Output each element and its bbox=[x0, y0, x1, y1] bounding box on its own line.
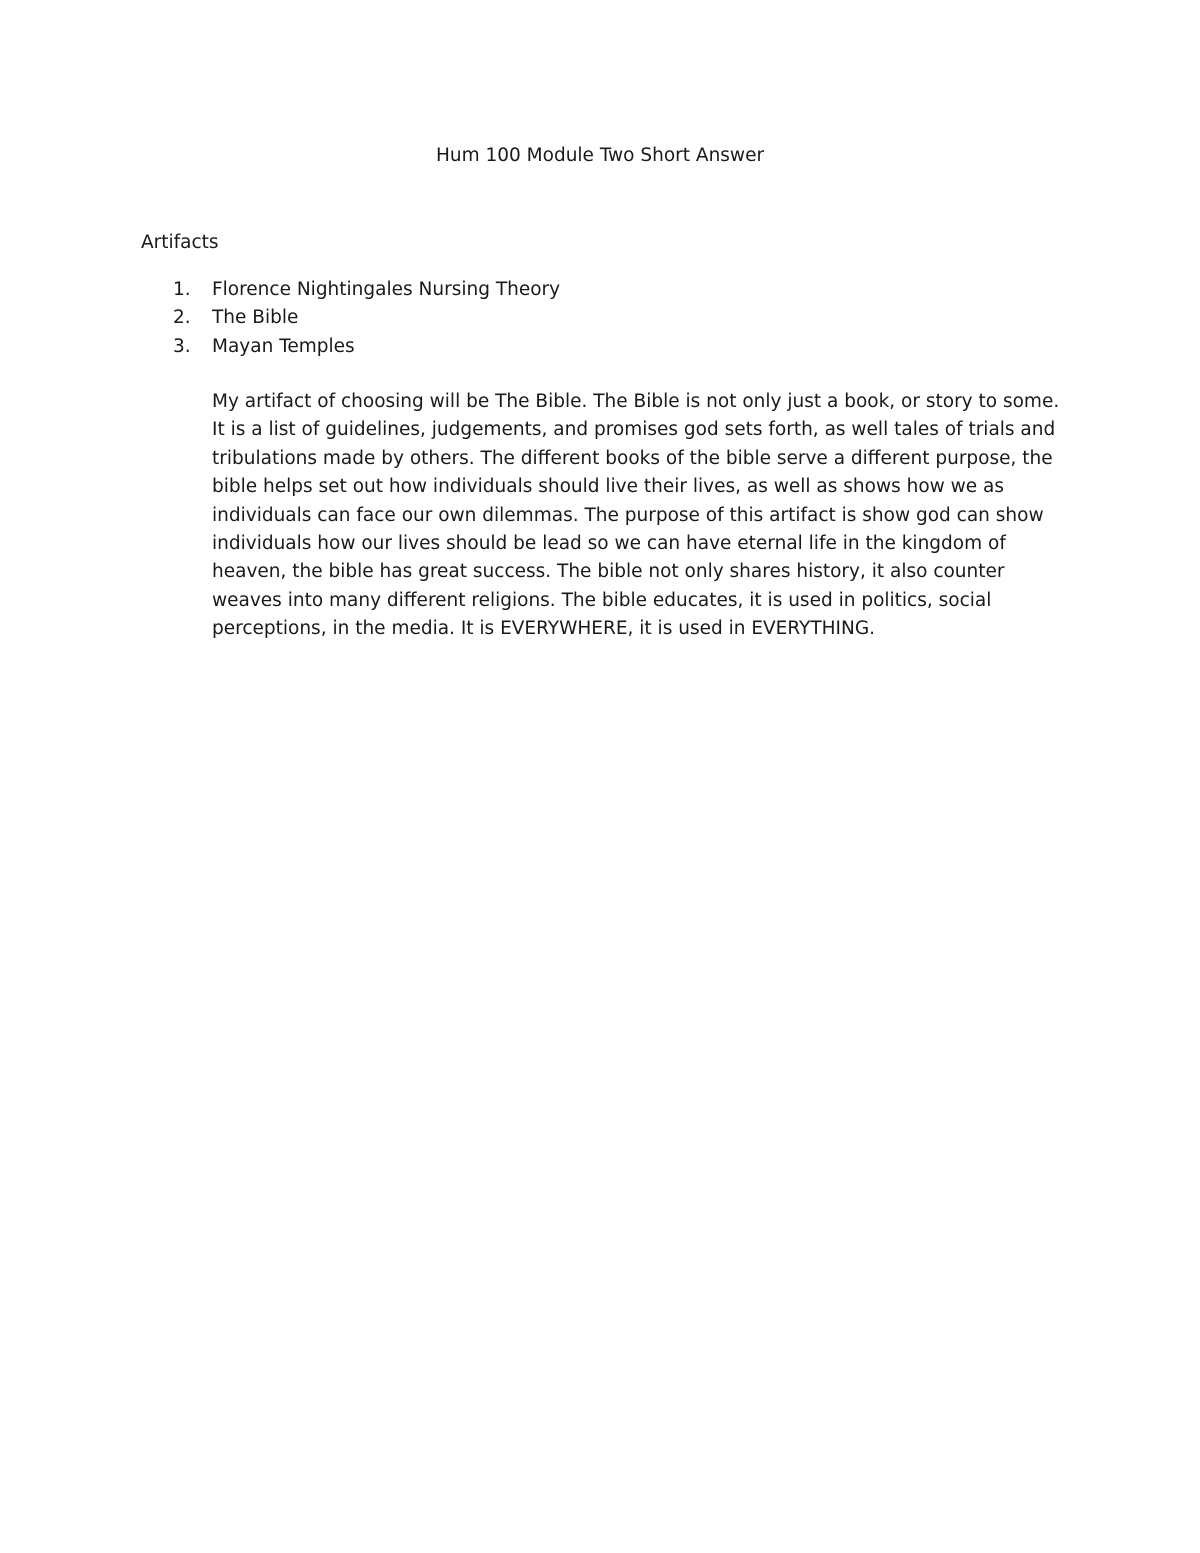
list-item bbox=[141, 304, 560, 332]
answer-paragraph: My artifact of choosing will be The Bible. The Bible is not only just a book, or story to some. It is a list of guidelines, judgements, and promises god sets forth, as well tales of trials and tribulations made by others. The different books of the bible serve a different purpose, the bible helps set out how individuals should live their lives, as well as shows how we as individuals can face our own dilemmas. The purpose of this artifact is show god can show individuals how our lives should be lead so we can have eternal life in the kingdom of heaven, the bible has great success. The bible not only shares history, it also counter weaves into many different religions. The bible educates, it is used in politics, social perceptions, in the media. It is EVERYWHERE, it is used in EVERYTHING. bbox=[212, 391, 1060, 640]
list-item-label: Mayan Temples bbox=[212, 335, 355, 357]
list-item-number: 2. bbox=[173, 307, 191, 329]
list-item bbox=[141, 333, 560, 361]
list-item bbox=[141, 276, 560, 304]
document-title: Hum 100 Module Two Short Answer bbox=[435, 145, 765, 166]
list-item-number: 1. bbox=[173, 279, 191, 300]
artifact-list bbox=[141, 276, 560, 361]
list-item-label: The Bible bbox=[212, 307, 299, 329]
list-item-number: 3. bbox=[173, 335, 191, 357]
section-heading-artifacts: Artifacts bbox=[141, 232, 219, 253]
list-item-label: Florence Nightingales Nursing Theory bbox=[212, 279, 561, 300]
